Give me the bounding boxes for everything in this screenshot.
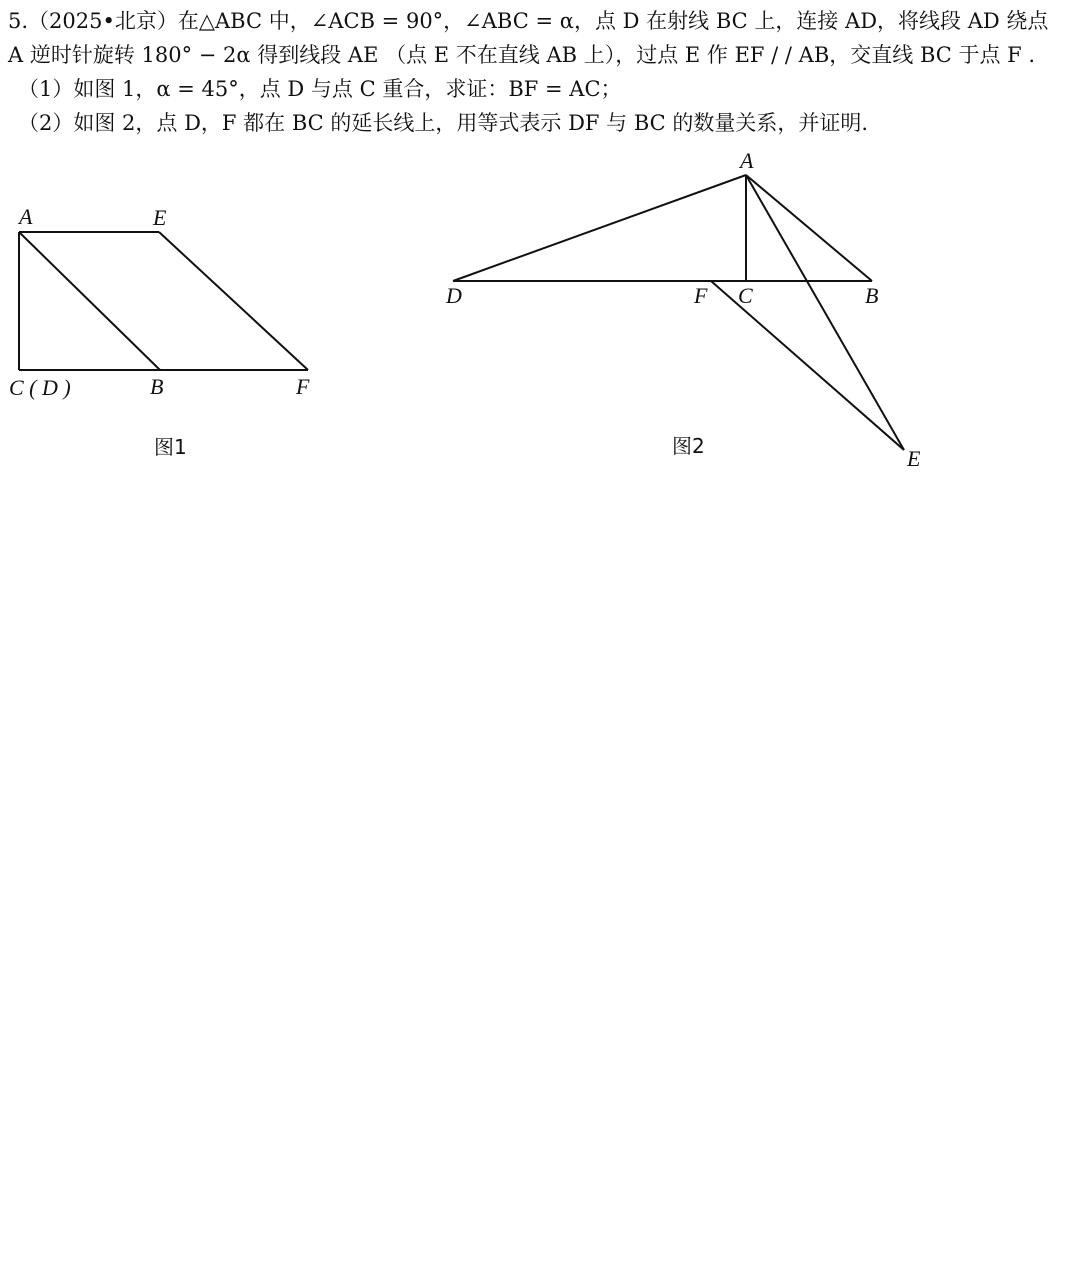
segment-ab bbox=[746, 175, 872, 281]
segment-ae bbox=[746, 175, 904, 450]
label-point-f: F bbox=[296, 374, 310, 399]
problem-text bbox=[8, 4, 1076, 140]
label-point-f: F bbox=[694, 283, 708, 308]
label-point-b: B bbox=[150, 374, 164, 399]
segment-ad bbox=[453, 175, 746, 281]
label-point-e: E bbox=[907, 446, 921, 471]
figure-2-caption: 图2 bbox=[672, 434, 705, 458]
problem-statement-line-1: 5.（2025•北京）在△ABC 中，∠ACB = 90°，∠ABC = α，点 D 在射线 BC 上，连接 AD，将线段 AD 绕点 bbox=[8, 9, 1049, 33]
figure-1-diagram bbox=[0, 195, 345, 475]
label-point-b: B bbox=[865, 283, 879, 308]
problem-part-2: （2）如图 2，点 D，F 都在 BC 的延长线上，用等式表示 DF 与 BC 的数量关系，并证明. bbox=[18, 111, 869, 135]
label-point-a: A bbox=[19, 204, 33, 229]
label-point-d: D bbox=[446, 283, 462, 308]
label-point-a: A bbox=[740, 148, 754, 173]
figure-1 bbox=[0, 195, 345, 475]
segment-ef bbox=[159, 232, 308, 370]
figure-2 bbox=[430, 145, 950, 480]
figure-2-diagram bbox=[430, 145, 950, 480]
problem-statement-line-2: A 逆时针旋转 180° − 2α 得到线段 AE （点 E 不在直线 AB 上），过点 E 作 EF / / AB，交直线 BC 于点 F . bbox=[8, 43, 1036, 67]
figure-1-caption: 图1 bbox=[154, 435, 187, 459]
label-point-c-d: C ( D ) bbox=[9, 375, 71, 400]
segment-ab bbox=[19, 232, 160, 370]
label-point-c: C bbox=[738, 283, 753, 308]
problem-part-1: （1）如图 1，α = 45°，点 D 与点 C 重合，求证：BF = AC； bbox=[18, 77, 622, 101]
label-point-e: E bbox=[153, 205, 167, 230]
